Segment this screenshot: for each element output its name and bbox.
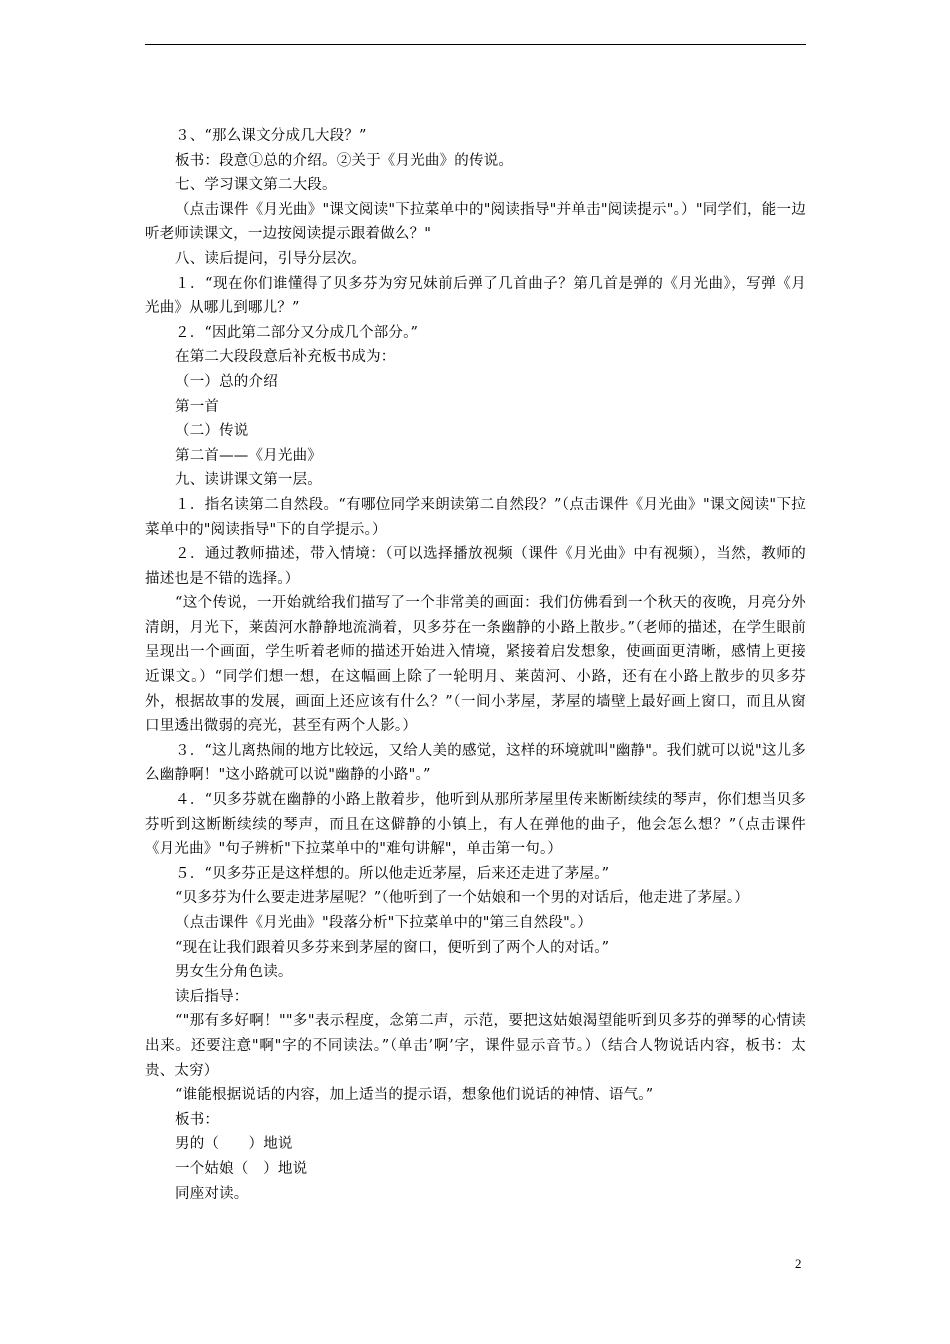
paragraph: 男的（ ）地说: [175, 1136, 293, 1153]
paragraph: １．“现在你们谁懂得了贝多芬为穷兄妹前后弹了几首曲子？第几首是弹的《月光曲》，写弹《月光曲》从哪儿到哪儿？”: [145, 275, 806, 317]
document-body: [145, 124, 806, 1206]
paragraph: ２．通过教师描述，带入情境：（可以选择播放视频（课件《月光曲》中有视频），当然，教师的描述也是不错的选择。）: [145, 546, 806, 587]
page-number: 2: [795, 1256, 802, 1271]
paragraph: 板书：段意①总的介绍。②关于《月光曲》的传说。: [175, 152, 514, 169]
paragraph: “这个传说，一开始就给我们描写了一个非常美的画面：我们仿佛看到一个秋天的夜晚，月亮分外清朗，月光下，莱茵河水静静地流淌着，贝多芬在一条幽静的小路上散步。”（老师的描述，在学生眼前呈现出一个画面，学生听着老师的描述开始进入情境，紧接着启发想象，使画面更清晰，感情上更接近课文。）“同学们想一想，在这幅画上除了一轮明月、莱茵河、小路，还有在小路上散步的贝多芬外，根据故事的发展，画面上还应该有什么？”（一间小茅屋，茅屋的墙壁上最好画上窗口，而且从窗口里透出微弱的亮光，甚至有两个人影。）: [145, 595, 806, 735]
paragraph: （二）传说: [175, 423, 249, 440]
section-heading: 八、读后提问，引导分层次。: [175, 250, 367, 267]
paragraph: ３．“这儿离热闹的地方比较远，又给人美的感觉，这样的环境就叫"幽静"。我们就可以说"这儿多么幽静啊！"这小路就可以说"幽静的小路"。”: [145, 742, 806, 784]
paragraph: “谁能根据说话的内容，加上适当的提示语，想象他们说话的神情、语气。”: [175, 1087, 654, 1104]
paragraph: （点击课件《月光曲》"段落分析"下拉菜单中的"第三自然段"。）: [175, 915, 593, 931]
paragraph: 在第二大段段意后补充板书成为：: [175, 349, 396, 366]
header-rule: [145, 44, 806, 45]
paragraph: （一）总的介绍: [175, 373, 278, 390]
paragraph: １．指名读第二自然段。“有哪位同学来朗读第二自然段？”（点击课件《月光曲》"课文阅读"下拉菜单中的"阅读指导"下的自学提示。）: [145, 496, 806, 538]
paragraph: 第一首: [175, 398, 220, 415]
paragraph: “"那有多好啊！""多"表示程度，念第二声，示范，要把这姑娘渴望能听到贝多芬的弹琴的心情读出来。还要注意"啊"字的不同读法。”（单击’啊’字，课件显示音节。）（结合人物说话内容，板书：太贵、太穷）: [145, 1013, 806, 1079]
paragraph: ４．“贝多芬就在幽静的小路上散着步，他听到从那所茅屋里传来断断续续的琴声，你们想当贝多芬听到这断断续续的琴声，而且在这僻静的小镇上，有人在弹他的曲子，他会怎么想？”（点击课件《月光曲》"句子辨析"下拉菜单中的"难句讲解"，单击第一句。）: [145, 792, 806, 858]
paragraph: 同座对读。: [175, 1185, 249, 1202]
paragraph: ３、“那么课文分成几大段？”: [175, 128, 367, 144]
section-heading: 七、学习课文第二大段。: [175, 177, 337, 194]
paragraph: “贝多芬为什么要走进茅屋呢？”（他听到了一个姑娘和一个男的对话后，他走进了茅屋。）: [175, 890, 750, 907]
paragraph: 读后指导：: [175, 988, 249, 1005]
paragraph: 一个姑娘（ ）地说: [175, 1160, 308, 1177]
paragraph: （点击课件《月光曲》"课文阅读"下拉菜单中的"阅读指导"并单击"阅读提示"。）"同学们，能一边听老师读课文，一边按阅读提示跟着做么？": [145, 201, 806, 243]
section-heading: 九、读讲课文第一层。: [175, 472, 322, 489]
paragraph: 板书：: [175, 1111, 220, 1128]
paragraph: “现在让我们跟着贝多芬来到茅屋的窗口，便听到了两个人的对话。”: [175, 939, 610, 956]
paragraph: 第二首——《月光曲》: [175, 447, 322, 464]
paragraph: 男女生分角色读。: [175, 964, 293, 981]
paragraph: ５．“贝多芬正是这样想的。所以他走近茅屋，后来还走进了茅屋。”: [175, 865, 610, 882]
paragraph: ２．“因此第二部分又分成几个部分。”: [175, 324, 419, 341]
